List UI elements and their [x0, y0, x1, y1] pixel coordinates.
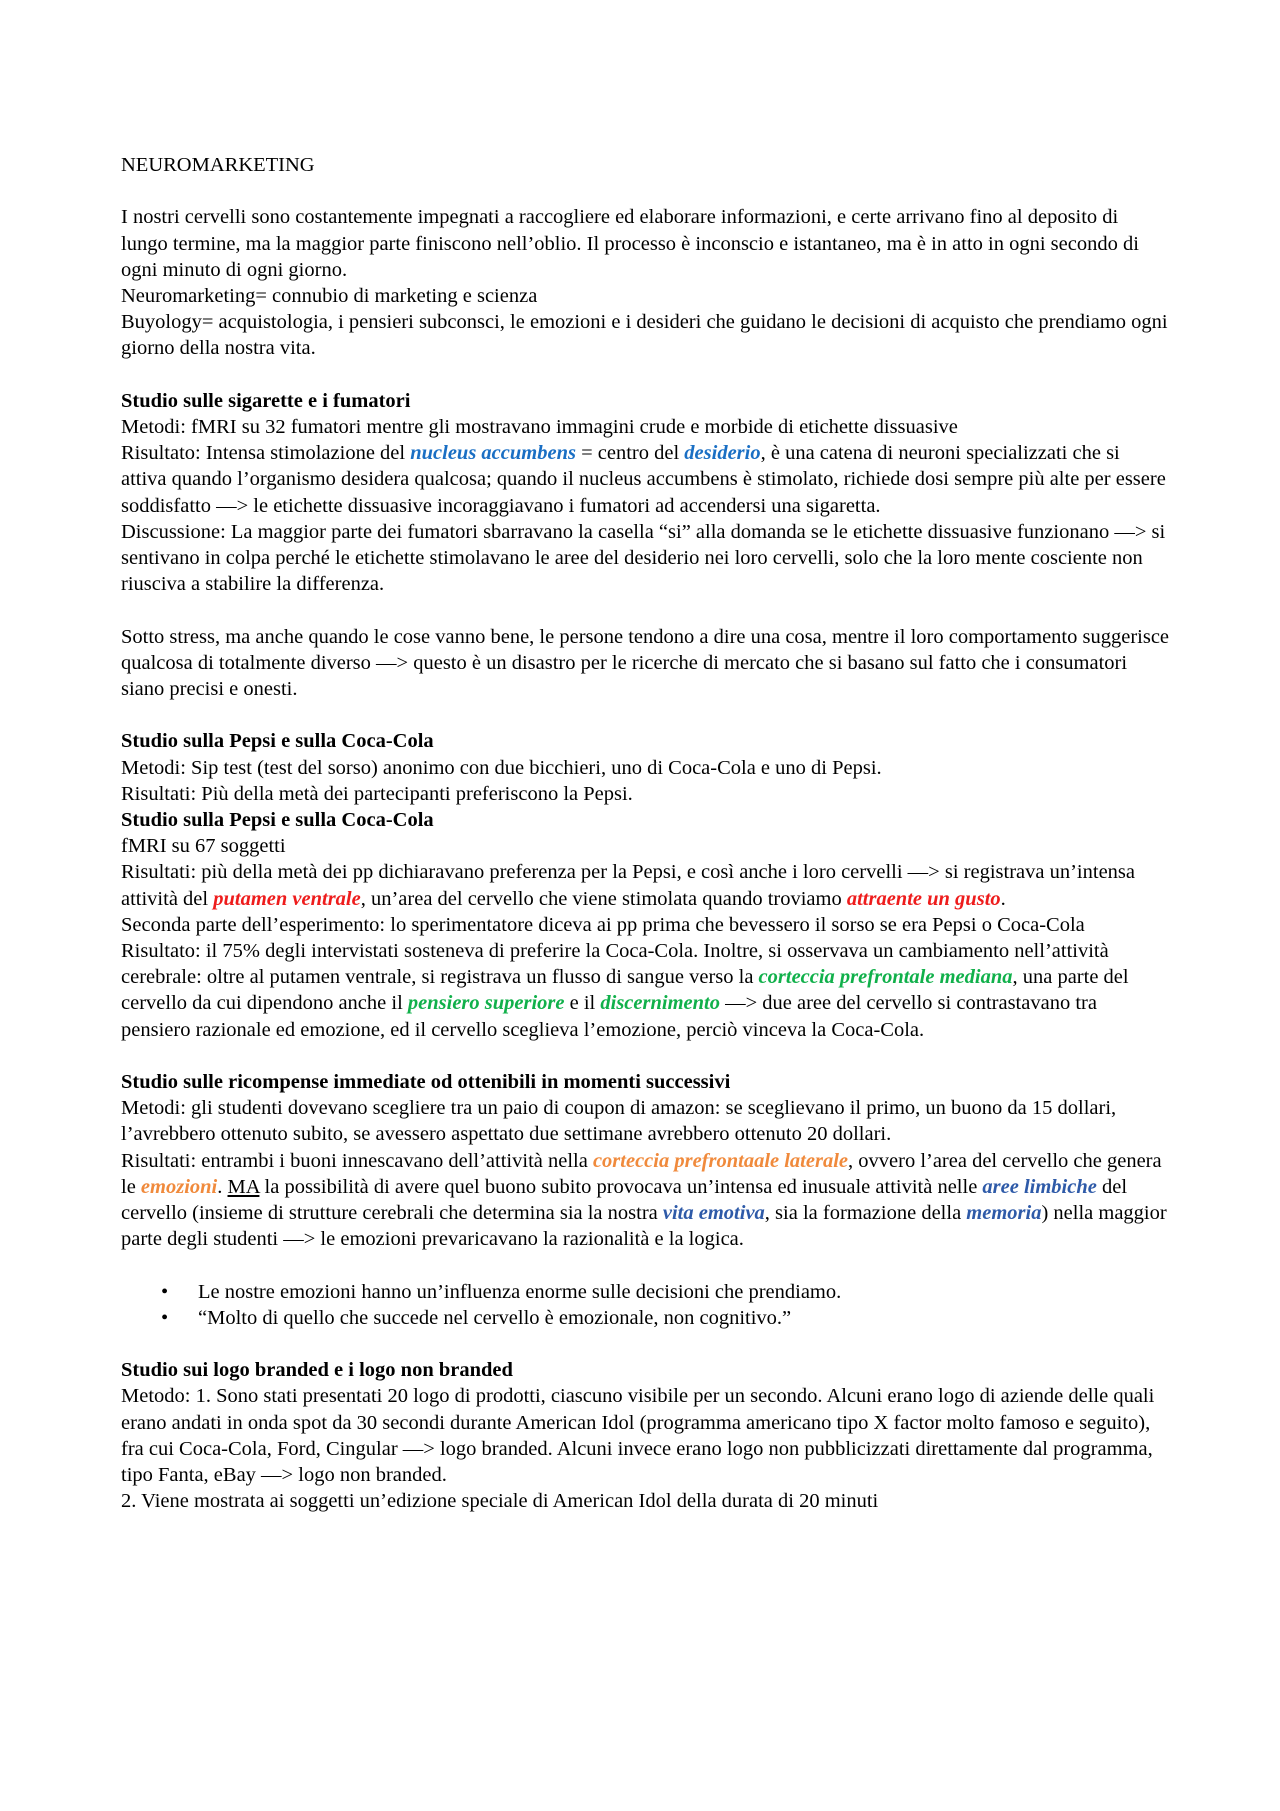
- text-run: , ovvero l’area del cervello che genera le: [121, 1149, 1162, 1198]
- section-heading-logo: Studio sui logo branded e i logo non branded: [121, 1359, 513, 1382]
- bullet-icon: •: [161, 1280, 169, 1303]
- text-run: Risultati: entrambi i buoni innescavano dell’attività nella: [121, 1149, 593, 1172]
- section-heading-pepsi: Studio sulla Pepsi e sulla Coca-Cola: [121, 730, 434, 753]
- highlight-putamen-ventrale: putamen ventrale: [213, 887, 361, 910]
- highlight-pensiero-superiore: pensiero superiore: [407, 992, 565, 1015]
- text-run: e il: [564, 992, 601, 1015]
- highlight-attraente-un-gusto: attraente un gusto: [846, 887, 1001, 910]
- highlight-nucleus-accumbens: nucleus accumbens: [410, 442, 576, 465]
- text-run: .: [217, 1175, 228, 1198]
- highlight-memoria: memoria: [966, 1202, 1042, 1225]
- text-run: del cervello (insieme di strutture cerebrali che determina sia la nostra: [121, 1175, 1128, 1225]
- stress-paragraph: Sotto stress, ma anche quando le cose vanno bene, le persone tendono a dire una cosa, mentre il loro comportamento suggerisce qualcosa di totalmente diverso —> questo è un disastro per le ricerche di mercato che si basano sul fatto che i consumatori siano precisi e onesti.: [121, 625, 1170, 701]
- spacer: [121, 597, 1170, 623]
- section-heading-pepsi-2: Studio sulla Pepsi e sulla Coca-Cola: [121, 809, 434, 832]
- text-run: , è una catena di neuroni specializzati che si attiva quando l’organismo desidera qualcosa; quando il nucleus accumbens è stimolato, richiede dosi sempre più alte per essere soddisfatto —> le etichette dissuasive incoraggiavano i fumatori ad accendersi una sigaretta.: [121, 442, 1166, 517]
- highlight-emozioni: emozioni: [140, 1175, 218, 1198]
- s4-metodo-1: Metodo: 1. Sono stati presentati 20 logo di prodotti, ciascuno visibile per un secondo. Alcuni erano logo di aziende delle quali erano andati in onda spot da 30 secondi durante American Idol (programma americano tipo X factor molto famoso e seguito), fra cui Coca-Cola, Ford, Cingular —> logo branded. Alcuni invece erano logo non pubblicizzati direttamente dal programma, tipo Fanta, eBay —> logo non branded.: [121, 1385, 1155, 1487]
- list-item: [161, 1279, 1170, 1305]
- spacer: [121, 1331, 1170, 1357]
- bullet-list: [121, 1279, 1170, 1331]
- text-run: —> due aree del cervello si contrastavano tra pensiero razionale ed emozione, ed il cervello sceglieva l’emozione, perciò vinceva la Coca-Cola.: [121, 992, 1097, 1041]
- spacer: [121, 178, 1170, 204]
- neuromarketing-definition: Neuromarketing= connubio di marketing e scienza: [121, 285, 538, 307]
- s1-risultato: [121, 440, 1170, 519]
- s2-risultato-3: [121, 938, 1170, 1043]
- section-heading-ricompense: Studio sulle ricompense immediate od ottenibili in momenti successivi: [121, 1071, 731, 1094]
- s2-risultati: Risultati: Più della metà dei partecipanti preferiscono la Pepsi.: [121, 782, 633, 805]
- text-run: , un’area del cervello che viene stimolata quando troviamo: [360, 887, 847, 910]
- highlight-corteccia-prefrontale-laterale: corteccia prefrontaale laterale: [592, 1149, 849, 1172]
- text-run: ) nella maggior parte degli studenti —> le emozioni prevaricavano la razionalità e la logica.: [121, 1202, 1167, 1251]
- spacer: [121, 1043, 1170, 1069]
- s1-metodi: Metodi: fMRI su 32 fumatori mentre gli mostravano immagini crude e morbide di etichette dissuasive: [121, 416, 958, 438]
- list-item-text: Le nostre emozioni hanno un’influenza enorme sulle decisioni che prendiamo.: [198, 1280, 842, 1303]
- s2-fmri: fMRI su 67 soggetti: [121, 835, 286, 858]
- highlight-discernimento: discernimento: [600, 992, 720, 1015]
- highlight-vita-emotiva: vita emotiva: [662, 1202, 765, 1225]
- underlined-ma: MA: [227, 1175, 260, 1198]
- text-run: la possibilità di avere quel buono subito provocava un’intensa ed inusuale attività nelle: [259, 1175, 983, 1198]
- s4-metodo-2: 2. Viene mostrata ai soggetti un’edizione speciale di American Idol della durata di 20 minuti: [121, 1490, 879, 1513]
- s2-metodi: Metodi: Sip test (test del sorso) anonimo con due bicchieri, uno di Coca-Cola e uno di Pepsi.: [121, 756, 882, 779]
- text-run: Risultato: Intensa stimolazione del: [121, 442, 411, 465]
- section-heading-sigarette: Studio sulle sigarette e i fumatori: [121, 389, 411, 412]
- text-run: , sia la formazione della: [764, 1202, 967, 1225]
- text-run: Risultati: più della metà dei pp dichiaravano preferenza per la Pepsi, e così anche i loro cervelli —> si registrava un’intensa attività del: [121, 861, 1135, 910]
- s2-risultati-2: [121, 859, 1170, 911]
- s1-discussione: Discussione: La maggior parte dei fumatori sbarravano la casella “si” alla domanda se le etichette dissuasive funzionano —> si sentivano in colpa perché le etichette stimolavano le aree del desiderio nei loro cervelli, solo che la loro mente cosciente non riusciva a stabilire la differenza.: [121, 520, 1166, 596]
- list-item: [161, 1305, 1170, 1331]
- bullet-icon: •: [161, 1306, 169, 1329]
- text-run: Risultato: il 75% degli intervistati sosteneva di preferire la Coca-Cola. Inoltre, si osservava un cambiamento nell’attività cerebrale: oltre al putamen ventrale, si registrava un flusso di sangue verso la: [121, 940, 1109, 989]
- highlight-corteccia-prefrontale-mediana: corteccia prefrontale mediana: [758, 966, 1013, 989]
- spacer: [121, 1252, 1170, 1278]
- s3-risultati: [121, 1148, 1170, 1253]
- s3-metodi: Metodi: gli studenti dovevano scegliere tra un paio di coupon di amazon: se sceglievano il primo, un buono da 15 dollari, l’avrebbero ottenuto subito, se avessero aspettato due settimane avrebbero ottenuto 20 dollari.: [121, 1097, 1117, 1146]
- text-run: .: [1000, 887, 1006, 910]
- spacer: [121, 702, 1170, 728]
- document-title: NEUROMARKETING: [121, 154, 315, 176]
- text-run: = centro del: [575, 442, 685, 465]
- s2-seconda-parte: Seconda parte dell’esperimento: lo sperimentatore diceva ai pp prima che bevessero il sorso se era Pepsi o Coca-Cola: [121, 913, 1085, 936]
- spacer: [121, 362, 1170, 388]
- highlight-aree-limbiche: aree limbiche: [982, 1175, 1097, 1198]
- list-item-text: “Molto di quello che succede nel cervello è emozionale, non cognitivo.”: [198, 1306, 792, 1329]
- buyology-definition: Buyology= acquistologia, i pensieri subconsci, le emozioni e i desideri che guidano le decisioni di acquisto che prendiamo ogni giorno della nostra vita.: [121, 311, 1168, 360]
- text-run: , una parte del cervello da cui dipendono anche il: [121, 966, 1129, 1015]
- intro-paragraph: I nostri cervelli sono costantemente impegnati a raccogliere ed elaborare informazioni, e certe arrivano fino al deposito di lungo termine, ma la maggior parte finiscono nell’oblio. Il processo è inconscio e istantaneo, ma è in atto in ogni secondo di ogni minuto di ogni giorno.: [121, 206, 1139, 281]
- highlight-desiderio: desiderio: [684, 442, 761, 465]
